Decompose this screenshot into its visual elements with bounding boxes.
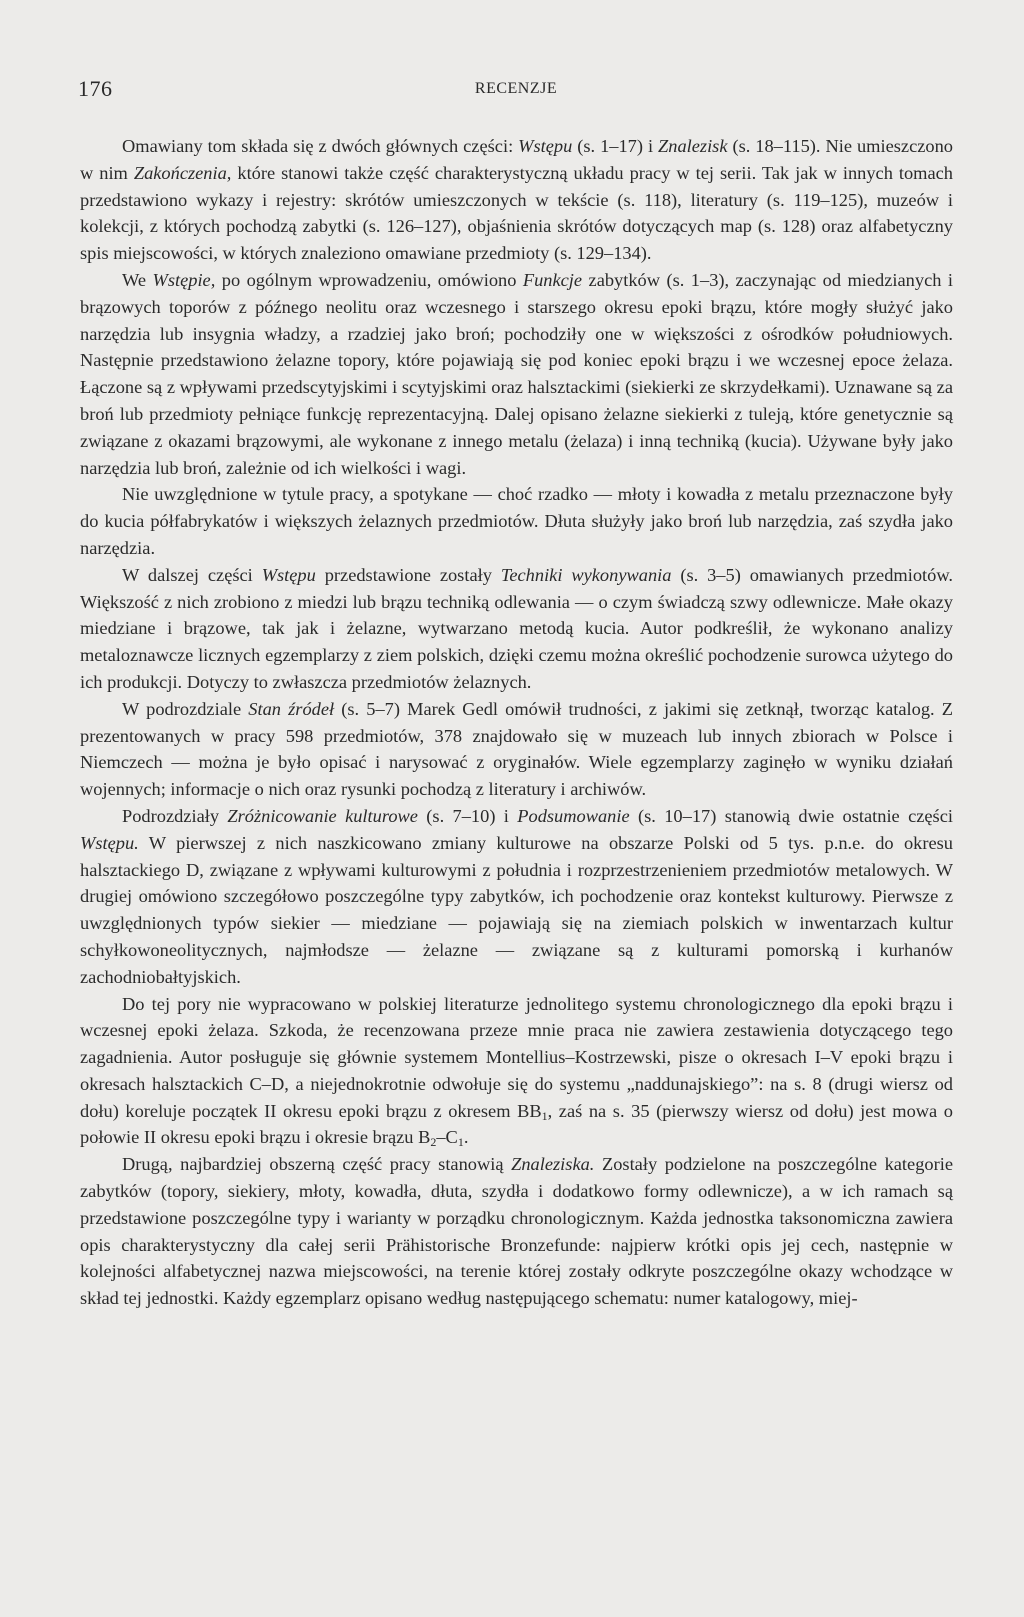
paragraph-6: Podrozdziały Zróżnicowanie kulturowe (s. 7–10) i Podsumowanie (s. 10–17) stanowią dwie ostatnie części Wstępu. W pierwszej z nich naszkicowano zmiany kulturowe na obszarze Polski od 5 tys. p.n.e. do okresu halsztackiego D, związane z wpływami kulturowymi z południa i rozprzestrzenieniem przedmiotów metalowych. W drugiej omówiono szczegółowo poszczególne typy zabytków, ich pochodzenie oraz kontekst kulturowy. Pierwsze z uwzględnionych typów siekier — miedziane — pojawiają się na ziemiach polskich w inwentarzach kultur schyłkowoneolitycznych, najmłodsze — żelazne — związane są z kulturami pomorską i kurhanów zachodniobałtyjskich. [80,805,953,987]
article-body [80,133,953,1312]
paragraph-5: W podrozdziale Stan źródeł (s. 5–7) Marek Gedl omówił trudności, z jakimi się zetknął, tworząc katalog. Z prezentowanych w pracy 598 przedmiotów, 378 znajdowało się w muzeach lub innych zbiorach w Polsce i Niemczech — można je było opisać i narysować z oryginałów. Wiele egzemplarzy zaginęło w wyniku działań wojennych; informacje o nich oraz rysunki pochodzą z literatury i archiwów. [80,698,954,800]
page-header [78,76,954,106]
running-head: RECENZJE [474,80,558,97]
paragraph-4: W dalszej części Wstępu przedstawione zostały Techniki wykonywania (s. 3–5) omawianych przedmiotów. Większość z nich zrobiono z miedzi lub brązu techniką odlewania — o czym świadczą szwy odlewnicze. Małe okazy miedziane i brązowe, tak jak i żelazne, wytwarzano metodą kucia. Autor podkreślił, że wykonano analizy metaloznawcze licznych egzemplarzy z ziem polskich, dzięki czemu można określić pochodzenie surowca użytego do ich produkcji. Dotyczy to zwłaszcza przedmiotów żelaznych. [80,564,954,692]
page-number: 176 [78,76,113,101]
paragraph-8: Drugą, najbardziej obszerną część pracy stanowią Znaleziska. Zostały podzielone na poszczególne kategorie zabytków (topory, siekiery, młoty, kowadła, dłuta, szydła i dodatkowo formy odlewnicze), a w ich ramach są przedstawione poszczególne typy i warianty w porządku chronologicznym. Każda jednostka taksonomiczna zawiera opis charakterystyczny dla całej serii Prähistorische Bronzefunde: najpierw krótki opis jej cech, następnie w kolejności alfabetycznej nazwa miejscowości, na terenie której zostały odkryte poszczególne okazy wchodzące w skład tej jednostki. Każdy egzemplarz opisano według następującego schematu: numer katalogowy, miej- [80,1154,953,1309]
paragraph-2: We Wstępie, po ogólnym wprowadzeniu, omówiono Funkcje zabytków (s. 1–3), zaczynając od miedzianych i brązowych toporów z późnego neolitu oraz wczesnego i starszego okresu epoki brązu, które mogły służyć jako narzędzia lub insygnia władzy, a rzadziej jako broń; pochodziły one w większości z ośrodków południowych. Następnie przedstawiono żelazne topory, które pojawiają się pod koniec epoki brązu i we wczesnej epoce żelaza. Łączone są z wpływami przedscytyjskimi i scytyjskimi oraz halsztackimi (siekierki ze skrzydełkami). Uznawane są za broń lub przedmioty pełniące funkcję reprezentacyjną. Dalej opisano żelazne siekierki z tuleją, które genetycznie są związane z okazami brązowymi, ale wykonane z innego metalu (żelaza) i inną techniką (kucia). Używane były jako narzędzia lub broń, zależnie od ich wielkości i wagi. [80,269,953,478]
paragraph-7: Do tej pory nie wypracowano w polskiej literaturze jednolitego systemu chronologicznego dla epoki brązu i wczesnej epoki żelaza. Szkoda, że recenzowana przeze mnie praca nie zawiera zestawienia dotyczącego tego zagadnienia. Autor posługuje się głównie systemem Montellius–Kostrzewski, pisze o okresach I–V epoki brązu i okresach halsztackich C–D, a niejednokrotnie odwołuje się do systemu „naddunajskiego”: na s. 8 (drugi wiersz od dołu) koreluje początek II okresu epoki brązu z okresem $BB_1$, zaś na s. 35 (pierwszy wiersz od dołu) jest mowa o połowie II okresu epoki brązu i okresie brązu $B_2-C_1$. [80,993,953,1150]
paragraph-1: Omawiany tom składa się z dwóch głównych części: Wstępu (s. 1–17) i Znalezisk (s. 18–115). Nie umieszczono w nim Zakończenia, które stanowi także część charakterystyczną układu pracy w tej serii. Tak jak w innych tomach przedstawiono wykazy i rejestry: skrótów umieszczonych w tekście (s. 118), literatury (s. 119–125), muzeów i kolekcji, z których pochodzą zabytki (s. 126–127), objaśnienia skrótów dotyczących map (s. 128) oraz alfabetyczny spis miejscowości, w których znaleziono omawiane przedmioty (s. 129–134). [80,136,954,264]
paragraph-3: Nie uwzględnione w tytule pracy, a spotykane — choć rzadko — młoty i kowadła z metalu przeznaczone były do kucia półfabrykatów i większych żelaznych przedmiotów. Dłuta służyły jako broń lub narzędzia, zaś szydła jako narzędzia. [80,484,953,558]
